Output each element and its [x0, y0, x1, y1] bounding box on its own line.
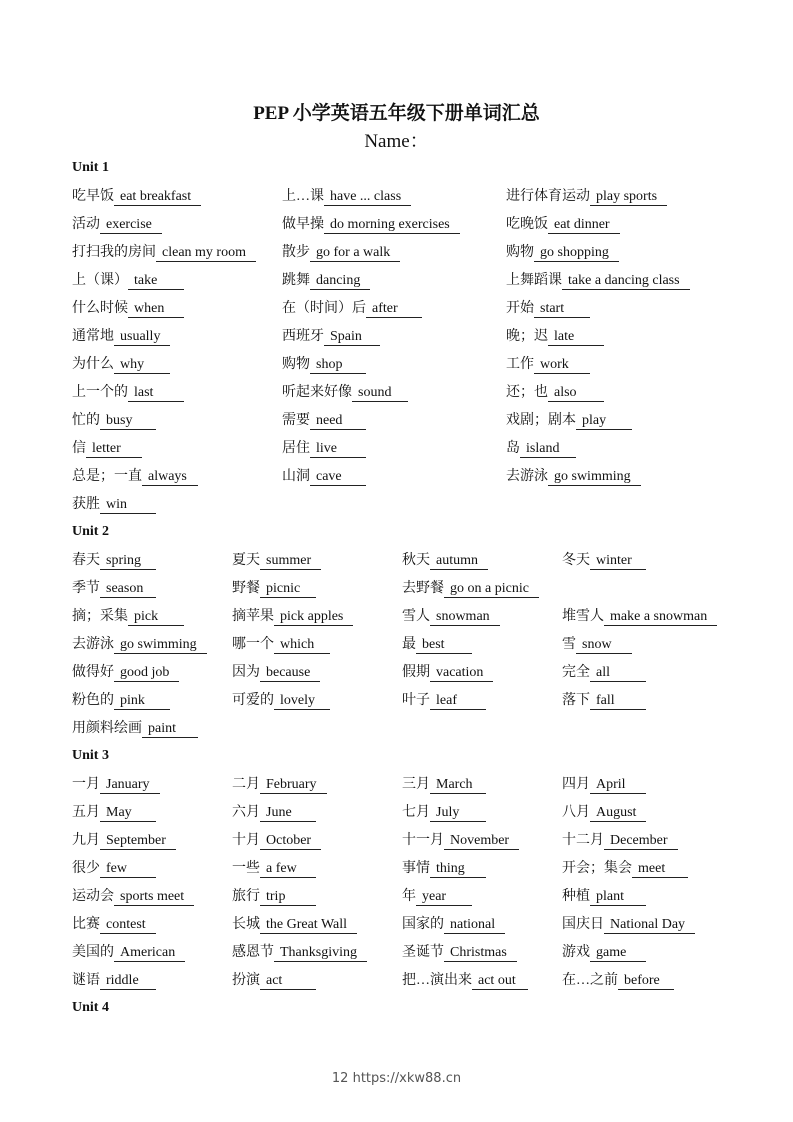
vocab-entry: [72, 384, 184, 402]
chinese-term: 通常地: [72, 329, 114, 344]
english-answer: pick: [128, 609, 184, 626]
english-answer: riddle: [100, 973, 156, 990]
chinese-term: 国庆日: [562, 917, 604, 932]
chinese-term: 开始: [506, 301, 534, 316]
vocab-entry: [402, 972, 528, 990]
vocab-entry: [282, 216, 460, 234]
vocab-entry: [562, 832, 678, 850]
vocab-entry: [72, 804, 156, 822]
vocab-entry: [72, 328, 170, 346]
chinese-term: 听起来好像: [282, 385, 352, 400]
vocab-entry: [72, 244, 256, 262]
vocab-entry: [72, 356, 170, 374]
chinese-term: 忙的: [72, 413, 100, 428]
english-answer: paint: [142, 721, 198, 738]
english-answer: island: [520, 441, 576, 458]
unit-heading: Unit 2: [72, 524, 109, 539]
chinese-term: 假期: [402, 665, 430, 680]
english-answer: pink: [114, 693, 170, 710]
chinese-term: 二月: [232, 777, 260, 792]
english-answer: last: [128, 385, 184, 402]
vocab-entry: [72, 776, 160, 794]
chinese-term: 摘苹果: [232, 609, 274, 624]
english-answer: July: [430, 805, 486, 822]
vocab-entry: [72, 972, 156, 990]
chinese-term: 粉色的: [72, 693, 114, 708]
english-answer: the Great Wall: [260, 917, 357, 934]
vocab-entry: [402, 804, 486, 822]
english-answer: when: [128, 301, 184, 318]
vocab-entry: [282, 384, 408, 402]
chinese-term: 旅行: [232, 889, 260, 904]
vocab-entry: [562, 552, 646, 570]
vocab-entry: [72, 832, 176, 850]
chinese-term: 很少: [72, 861, 100, 876]
english-answer: take a dancing class: [562, 273, 690, 290]
chinese-term: 夏天: [232, 553, 260, 568]
vocab-entry: [282, 300, 422, 318]
chinese-term: 十一月: [402, 833, 444, 848]
vocab-entry: [562, 776, 646, 794]
vocab-entry: [562, 636, 632, 654]
english-answer: dancing: [310, 273, 370, 290]
english-answer: busy: [100, 413, 156, 430]
vocab-entry: [506, 384, 604, 402]
english-answer: April: [590, 777, 646, 794]
english-answer: year: [416, 889, 472, 906]
chinese-term: 叶子: [402, 693, 430, 708]
english-answer: American: [114, 945, 185, 962]
english-answer: cave: [310, 469, 366, 486]
english-answer: trip: [260, 889, 316, 906]
english-answer: vacation: [430, 665, 493, 682]
chinese-term: 总是；一直: [72, 469, 142, 484]
chinese-term: 去游泳: [506, 469, 548, 484]
vocab-entry: [402, 692, 486, 710]
vocab-entry: [506, 272, 690, 290]
vocab-entry: [282, 468, 366, 486]
vocab-entry: [506, 216, 620, 234]
english-answer: contest: [100, 917, 156, 934]
chinese-term: 上舞蹈课: [506, 273, 562, 288]
english-answer: best: [416, 637, 472, 654]
english-answer: lovely: [274, 693, 330, 710]
english-answer: after: [366, 301, 422, 318]
vocab-entry: [506, 328, 604, 346]
english-answer: shop: [310, 357, 366, 374]
english-answer: May: [100, 805, 156, 822]
vocab-entry: [232, 804, 316, 822]
english-answer: go for a walk: [310, 245, 400, 262]
vocab-entry: [232, 944, 367, 962]
english-answer: go swimming: [548, 469, 641, 486]
vocab-entry: [506, 412, 632, 430]
chinese-term: 扮演: [232, 973, 260, 988]
english-answer: start: [534, 301, 590, 318]
vocab-entry: [562, 944, 646, 962]
chinese-term: 因为: [232, 665, 260, 680]
vocab-entry: [282, 440, 366, 458]
vocab-entry: [232, 916, 357, 934]
chinese-term: 晚；迟: [506, 329, 548, 344]
english-answer: March: [430, 777, 486, 794]
document-title: PEP 小学英语五年级下册单词汇总: [253, 103, 540, 124]
vocab-entry: [562, 888, 646, 906]
english-answer: take: [128, 273, 184, 290]
english-answer: plant: [590, 889, 646, 906]
english-answer: thing: [430, 861, 486, 878]
vocab-entry: [232, 552, 321, 570]
chinese-term: 岛: [506, 441, 520, 456]
chinese-term: 吃早饭: [72, 189, 114, 204]
vocab-entry: [506, 300, 590, 318]
english-answer: fall: [590, 693, 646, 710]
english-answer: snow: [576, 637, 632, 654]
english-answer: live: [310, 441, 366, 458]
english-answer: national: [444, 917, 505, 934]
english-answer: act out: [472, 973, 528, 990]
english-answer: season: [100, 581, 156, 598]
english-answer: go on a picnic: [444, 581, 539, 598]
chinese-term: 可爱的: [232, 693, 274, 708]
vocab-entry: [72, 916, 156, 934]
chinese-term: 居住: [282, 441, 310, 456]
english-answer: autumn: [430, 553, 488, 570]
vocab-entry: [402, 580, 539, 598]
vocab-entry: [72, 944, 185, 962]
chinese-term: 去游泳: [72, 637, 114, 652]
english-answer: act: [260, 973, 316, 990]
english-answer: sound: [352, 385, 408, 402]
chinese-term: 工作: [506, 357, 534, 372]
chinese-term: 堆雪人: [562, 609, 604, 624]
vocab-entry: [232, 832, 321, 850]
english-answer: exercise: [100, 217, 162, 234]
chinese-term: 把…演出来: [402, 973, 472, 988]
english-answer: Christmas: [444, 945, 517, 962]
chinese-term: 哪一个: [232, 637, 274, 652]
vocab-entry: [232, 608, 353, 626]
english-answer: play: [576, 413, 632, 430]
chinese-term: 冬天: [562, 553, 590, 568]
chinese-term: 完全: [562, 665, 590, 680]
chinese-term: 为什么: [72, 357, 114, 372]
english-answer: Thanksgiving: [274, 945, 367, 962]
vocab-entry: [72, 860, 156, 878]
vocab-entry: [72, 608, 184, 626]
english-answer: a few: [260, 861, 316, 878]
vocab-entry: [402, 860, 486, 878]
vocab-entry: [232, 860, 316, 878]
vocab-entry: [506, 244, 619, 262]
chinese-term: 进行体育运动: [506, 189, 590, 204]
vocab-entry: [506, 468, 641, 486]
english-answer: few: [100, 861, 156, 878]
vocab-entry: [562, 972, 674, 990]
english-answer: October: [260, 833, 321, 850]
chinese-term: 七月: [402, 805, 430, 820]
vocab-entry: [402, 608, 500, 626]
chinese-term: 五月: [72, 805, 100, 820]
chinese-term: 散步: [282, 245, 310, 260]
chinese-term: 上一个的: [72, 385, 128, 400]
english-answer: make a snowman: [604, 609, 717, 626]
english-answer: February: [260, 777, 327, 794]
chinese-term: 去野餐: [402, 581, 444, 596]
english-answer: need: [310, 413, 366, 430]
unit-heading: Unit 4: [72, 1000, 109, 1015]
english-answer: November: [444, 833, 519, 850]
name-label: Name：: [364, 131, 429, 152]
english-answer: spring: [100, 553, 156, 570]
vocab-entry: [232, 636, 330, 654]
english-answer: picnic: [260, 581, 316, 598]
vocab-entry: [72, 636, 207, 654]
vocab-entry: [72, 272, 184, 290]
chinese-term: 用颜料绘画: [72, 721, 142, 736]
chinese-term: 九月: [72, 833, 100, 848]
english-answer: letter: [86, 441, 142, 458]
vocab-entry: [562, 860, 688, 878]
chinese-term: 打扫我的房间: [72, 245, 156, 260]
vocab-entry: [562, 804, 646, 822]
english-answer: before: [618, 973, 674, 990]
vocab-entry: [506, 356, 590, 374]
chinese-term: 秋天: [402, 553, 430, 568]
chinese-term: 感恩节: [232, 945, 274, 960]
english-answer: do morning exercises: [324, 217, 460, 234]
vocab-entry: [402, 636, 472, 654]
vocab-entry: [402, 944, 517, 962]
english-answer: meet: [632, 861, 688, 878]
chinese-term: 上…课: [282, 189, 324, 204]
vocab-entry: [72, 468, 198, 486]
chinese-term: 开会；集会: [562, 861, 632, 876]
chinese-term: 吃晚饭: [506, 217, 548, 232]
english-answer: June: [260, 805, 316, 822]
english-answer: pick apples: [274, 609, 353, 626]
chinese-term: 最: [402, 637, 416, 652]
unit-heading: Unit 3: [72, 748, 109, 763]
english-answer: all: [590, 665, 646, 682]
chinese-term: 六月: [232, 805, 260, 820]
chinese-term: 山洞: [282, 469, 310, 484]
chinese-term: 圣诞节: [402, 945, 444, 960]
chinese-term: 获胜: [72, 497, 100, 512]
vocab-entry: [232, 776, 327, 794]
vocab-entry: [562, 692, 646, 710]
chinese-term: 美国的: [72, 945, 114, 960]
english-answer: which: [274, 637, 330, 654]
vocab-entry: [72, 216, 162, 234]
english-answer: why: [114, 357, 170, 374]
english-answer: September: [100, 833, 176, 850]
vocab-entry: [562, 608, 717, 626]
vocab-entry: [232, 972, 316, 990]
chinese-term: 十二月: [562, 833, 604, 848]
chinese-term: 国家的: [402, 917, 444, 932]
chinese-term: 购物: [506, 245, 534, 260]
english-answer: usually: [114, 329, 170, 346]
english-answer: winter: [590, 553, 646, 570]
chinese-term: 三月: [402, 777, 430, 792]
chinese-term: 谜语: [72, 973, 100, 988]
vocab-entry: [72, 300, 184, 318]
vocab-entry: [72, 412, 156, 430]
vocab-entry: [562, 916, 695, 934]
chinese-term: 野餐: [232, 581, 260, 596]
chinese-term: 十月: [232, 833, 260, 848]
chinese-term: 长城: [232, 917, 260, 932]
chinese-term: 季节: [72, 581, 100, 596]
vocab-entry: [402, 888, 472, 906]
vocab-entry: [282, 272, 370, 290]
english-answer: game: [590, 945, 646, 962]
vocab-entry: [282, 188, 411, 206]
vocab-entry: [72, 580, 156, 598]
chinese-term: 购物: [282, 357, 310, 372]
chinese-term: 春天: [72, 553, 100, 568]
english-answer: good job: [114, 665, 179, 682]
vocab-entry: [402, 832, 519, 850]
unit-heading: Unit 1: [72, 160, 109, 175]
vocab-entry: [282, 328, 380, 346]
vocab-entry: [72, 496, 156, 514]
chinese-term: 一月: [72, 777, 100, 792]
chinese-term: 信: [72, 441, 86, 456]
chinese-term: 在（时间）后: [282, 301, 366, 316]
chinese-term: 戏剧；剧本: [506, 413, 576, 428]
chinese-term: 年: [402, 889, 416, 904]
chinese-term: 种植: [562, 889, 590, 904]
vocab-entry: [402, 664, 493, 682]
vocab-entry: [72, 692, 170, 710]
english-answer: December: [604, 833, 678, 850]
english-answer: snowman: [430, 609, 500, 626]
english-answer: go swimming: [114, 637, 207, 654]
chinese-term: 落下: [562, 693, 590, 708]
chinese-term: 八月: [562, 805, 590, 820]
english-answer: also: [548, 385, 604, 402]
vocab-entry: [232, 664, 320, 682]
chinese-term: 比赛: [72, 917, 100, 932]
chinese-term: 活动: [72, 217, 100, 232]
english-answer: summer: [260, 553, 321, 570]
english-answer: National Day: [604, 917, 695, 934]
english-answer: have ... class: [324, 189, 411, 206]
chinese-term: 上（课）: [72, 273, 128, 288]
chinese-term: 雪: [562, 637, 576, 652]
vocab-entry: [562, 664, 646, 682]
vocab-entry: [72, 664, 179, 682]
english-answer: eat dinner: [548, 217, 620, 234]
english-answer: always: [142, 469, 198, 486]
english-answer: late: [548, 329, 604, 346]
english-answer: August: [590, 805, 646, 822]
chinese-term: 还；也: [506, 385, 548, 400]
english-answer: clean my room: [156, 245, 256, 262]
vocab-entry: [282, 412, 366, 430]
chinese-term: 跳舞: [282, 273, 310, 288]
vocab-entry: [72, 188, 201, 206]
english-answer: play sports: [590, 189, 667, 206]
vocab-entry: [232, 888, 316, 906]
vocab-entry: [72, 552, 156, 570]
vocab-entry: [282, 356, 366, 374]
chinese-term: 什么时候: [72, 301, 128, 316]
english-answer: go shopping: [534, 245, 619, 262]
chinese-term: 做早操: [282, 217, 324, 232]
vocab-entry: [506, 188, 667, 206]
english-answer: January: [100, 777, 160, 794]
chinese-term: 一些: [232, 861, 260, 876]
english-answer: win: [100, 497, 156, 514]
chinese-term: 事情: [402, 861, 430, 876]
english-answer: sports meet: [114, 889, 194, 906]
vocab-entry: [232, 692, 330, 710]
chinese-term: 运动会: [72, 889, 114, 904]
chinese-term: 西班牙: [282, 329, 324, 344]
chinese-term: 在…之前: [562, 973, 618, 988]
vocab-entry: [282, 244, 400, 262]
english-answer: leaf: [430, 693, 486, 710]
vocab-entry: [506, 440, 576, 458]
chinese-term: 摘；采集: [72, 609, 128, 624]
vocab-entry: [72, 720, 198, 738]
english-answer: because: [260, 665, 320, 682]
chinese-term: 游戏: [562, 945, 590, 960]
chinese-term: 做得好: [72, 665, 114, 680]
chinese-term: 需要: [282, 413, 310, 428]
vocab-entry: [72, 440, 142, 458]
vocab-entry: [232, 580, 316, 598]
chinese-term: 四月: [562, 777, 590, 792]
vocab-entry: [402, 552, 488, 570]
vocab-entry: [402, 916, 505, 934]
vocab-entry: [72, 888, 194, 906]
english-answer: Spain: [324, 329, 380, 346]
page-footer: 12 https://xkw88.cn: [331, 1071, 462, 1086]
english-answer: work: [534, 357, 590, 374]
english-answer: eat breakfast: [114, 189, 201, 206]
chinese-term: 雪人: [402, 609, 430, 624]
vocab-entry: [402, 776, 486, 794]
